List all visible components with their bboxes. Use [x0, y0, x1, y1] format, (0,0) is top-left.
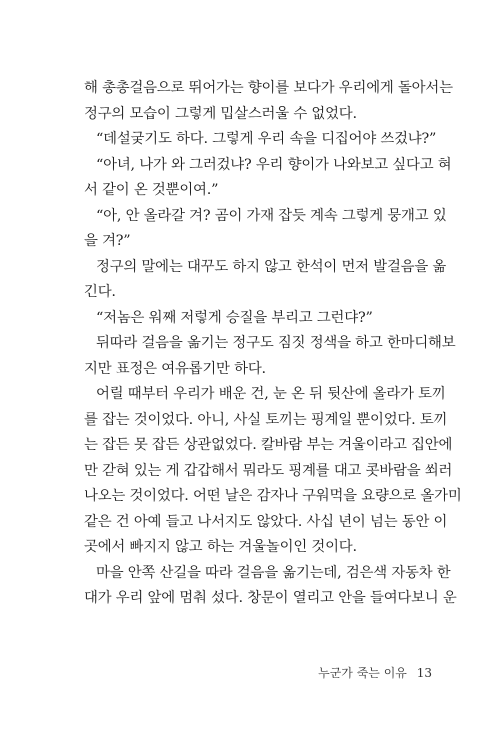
text-line: 해 총총걸음으로 뛰어가는 향이를 보다가 우리에게 돌아서는 — [84, 80, 453, 96]
text-line: “아, 안 올라갈 겨? 곰이 가재 잡듯 계속 그렇게 뭉개고 있 — [96, 207, 447, 224]
text-line: 는 잡든 못 잡든 상관없었다. 칼바람 부는 겨울이라고 집안에 — [84, 437, 453, 453]
text-line: 어릴 때부터 우리가 배운 건, 눈 온 뒤 뒷산에 올라가 토끼 — [96, 386, 446, 402]
text-line: 같은 건 아예 들고 나서지도 않았다. 사십 년이 넘는 동안 이 — [84, 513, 448, 530]
text-line: 긴다. — [84, 284, 116, 300]
text-line: “저놈은 워째 저렇게 승질을 부리고 그런댜?” — [96, 309, 373, 326]
body-text — [84, 76, 462, 612]
text-line: “아녀, 나가 와 그러겄냐? 우리 향이가 나와보고 싶다고 혀 — [96, 156, 452, 173]
text-line: 곳에서 빠지지 않고 하는 겨울놀이인 것이다. — [84, 539, 357, 555]
text-line: 만 갇혀 있는 게 갑갑해서 뭐라도 핑계를 대고 콧바람을 쐬러 — [84, 462, 453, 479]
text-line: 을 겨?” — [84, 233, 131, 249]
page-number: 13 — [416, 666, 432, 680]
book-title: 누군가 죽는 이유 — [318, 666, 407, 680]
text-line: 서 같이 온 것뿐이여.” — [84, 182, 219, 198]
text-line: 나오는 것이었다. 어떤 날은 감자나 구워먹을 요량으로 올가미 — [84, 488, 462, 504]
text-line: 지만 표정은 여유롭기만 하다. — [84, 360, 266, 377]
text-line: 정구의 모습이 그렇게 밉살스러울 수 없었다. — [84, 105, 357, 122]
text-line: 정구의 말에는 대꾸도 하지 않고 한석이 먼저 발걸음을 옮 — [96, 258, 447, 275]
text-line: 를 잡는 것이었다. 아니, 사실 토끼는 핑계일 뿐이었다. 토끼 — [84, 411, 448, 428]
text-line: 뒤따라 걸음을 옮기는 정구도 짐짓 정색을 하고 한마디해보 — [96, 335, 456, 351]
text-line: “데설궂기도 하다. 그렇게 우리 속을 디집어야 쓰겄냐?” — [96, 131, 437, 147]
text-line: 마을 안쪽 산길을 따라 걸음을 옮기는데, 검은색 자동차 한 — [96, 564, 451, 581]
running-footer — [318, 664, 432, 681]
text-line: 대가 우리 앞에 멈춰 섰다. 창문이 열리고 안을 들여다보니 운 — [84, 590, 457, 606]
